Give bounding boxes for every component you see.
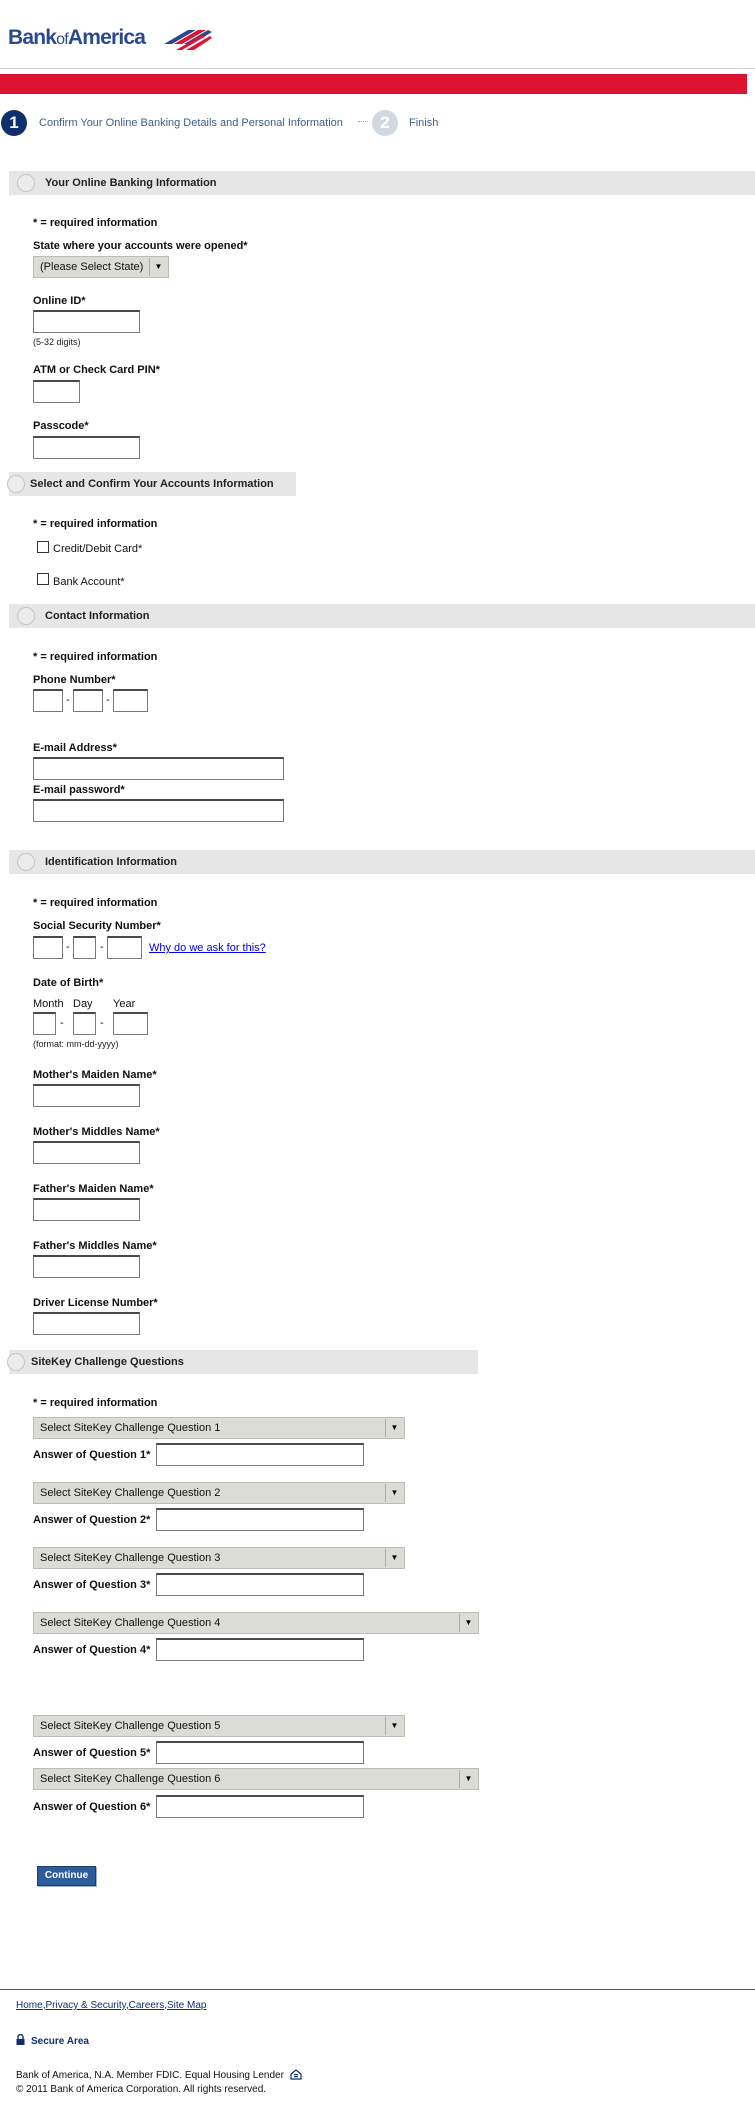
dob-year-input[interactable] [113,1012,148,1035]
sitekey-question-1-value: Select SiteKey Challenge Question 1 [40,1422,221,1434]
section-marker-icon [17,174,35,192]
email-label: E-mail Address* [33,742,117,754]
dob-format-hint: (format: mm-dd-yyyy) [33,1039,119,1049]
equal-housing-icon [290,2069,302,2080]
why-ssn-link[interactable]: Why do we ask for this? [149,942,266,954]
logo-word-america: America [67,26,146,49]
driver-license-input[interactable] [33,1312,140,1335]
sitekey-question-5-value: Select SiteKey Challenge Question 5 [40,1720,221,1732]
section-title: Identification Information [45,856,177,868]
section-marker-icon [7,1353,25,1371]
dob-label: Date of Birth* [33,977,104,989]
mothers-maiden-name-input[interactable] [33,1084,140,1107]
copyright: © 2011 Bank of America Corporation. All rights reserved. [16,2084,267,2095]
dash-separator: - [66,941,70,953]
secure-area-label: Secure Area [31,2036,89,2047]
continue-button[interactable]: Continue [37,1866,96,1886]
answer-2-input[interactable] [156,1508,364,1531]
section-marker-icon [7,475,25,493]
dash-separator: - [106,694,110,706]
phone-area-input[interactable] [33,689,63,712]
passcode-input[interactable] [33,436,140,459]
ssn-part1-input[interactable] [33,936,63,959]
footer-links [16,1999,206,2011]
fathers-maiden-name-label: Father's Maiden Name* [33,1183,154,1195]
sitekey-question-3-select[interactable] [33,1547,405,1569]
state-label: State where your accounts were opened* [33,240,248,252]
credit-card-label: Credit/Debit Card* [53,543,143,555]
required-note: * = required information [33,651,158,663]
phone-line-input[interactable] [113,689,148,712]
fathers-middle-name-label: Father's Middles Name* [33,1240,157,1252]
pin-input[interactable] [33,380,80,403]
dropdown-arrow-icon[interactable]: ▼ [385,1549,403,1567]
footer-separator: , [164,2000,167,2011]
online-id-label: Online ID* [33,295,86,307]
answer-5-label: Answer of Question 5* [33,1747,151,1759]
bank-account-checkbox[interactable] [37,573,49,585]
state-select[interactable] [33,256,169,278]
answer-1-input[interactable] [156,1443,364,1466]
driver-license-label: Driver License Number* [33,1297,158,1309]
dash-separator: - [60,1017,64,1029]
ssn-label: Social Security Number* [33,920,161,932]
footer-link-home[interactable]: Home [16,2000,43,2011]
dob-day-input[interactable] [73,1012,96,1035]
dropdown-arrow-icon[interactable]: ▼ [385,1419,403,1437]
dropdown-arrow-icon[interactable]: ▼ [149,258,167,276]
sitekey-question-5-select[interactable] [33,1715,405,1737]
dob-month-input[interactable] [33,1012,56,1035]
step-2-indicator: 2 [372,110,398,136]
bank-account-label: Bank Account* [53,576,125,588]
email-password-input[interactable] [33,799,284,822]
flag-logo-icon [160,24,212,50]
footer-divider [0,1989,755,1990]
header-divider [0,68,755,69]
sitekey-question-6-select[interactable] [33,1768,479,1790]
logo-word-bank: Bank [8,26,57,49]
credit-card-checkbox[interactable] [37,541,49,553]
fathers-middle-name-input[interactable] [33,1255,140,1278]
online-id-hint: (5-32 digits) [33,337,81,347]
sitekey-question-4-value: Select SiteKey Challenge Question 4 [40,1617,221,1629]
section-title: Contact Information [45,610,150,622]
answer-1-label: Answer of Question 1* [33,1449,151,1461]
sitekey-question-4-select[interactable] [33,1612,479,1634]
brand-red-bar [0,74,747,94]
answer-4-label: Answer of Question 4* [33,1644,151,1656]
sitekey-question-1-select[interactable] [33,1417,405,1439]
dob-day-label: Day [73,998,93,1010]
bank-logo[interactable] [8,26,145,50]
dash-separator: - [100,941,104,953]
phone-label: Phone Number* [33,674,116,686]
answer-6-label: Answer of Question 6* [33,1801,151,1813]
required-note: * = required information [33,217,158,229]
pin-label: ATM or Check Card PIN* [33,364,160,376]
required-note: * = required information [33,897,158,909]
sitekey-question-2-value: Select SiteKey Challenge Question 2 [40,1487,221,1499]
online-id-input[interactable] [33,310,140,333]
answer-2-label: Answer of Question 2* [33,1514,151,1526]
dob-month-label: Month [33,998,64,1010]
passcode-label: Passcode* [33,420,89,432]
sitekey-question-2-select[interactable] [33,1482,405,1504]
mothers-maiden-name-label: Mother's Maiden Name* [33,1069,157,1081]
fdic-notice [16,2069,302,2081]
state-select-value: (Please Select State) [40,261,144,273]
answer-3-input[interactable] [156,1573,364,1596]
answer-6-input[interactable] [156,1795,364,1818]
fdic-text: Bank of America, N.A. Member FDIC. Equal Housing Lender [16,2070,284,2081]
footer-separator: , [42,2000,46,2011]
section-title: SiteKey Challenge Questions [31,1356,184,1368]
mothers-middle-name-input[interactable] [33,1141,140,1164]
section-title: Your Online Banking Information [45,177,217,189]
required-note: * = required information [33,1397,158,1409]
step-connector [358,121,368,122]
dropdown-arrow-icon[interactable]: ▼ [385,1717,403,1735]
section-title: Select and Confirm Your Accounts Information [30,478,274,490]
fathers-maiden-name-input[interactable] [33,1198,140,1221]
mothers-middle-name-label: Mother's Middles Name* [33,1126,160,1138]
email-password-label: E-mail password* [33,784,125,796]
answer-5-input[interactable] [156,1741,364,1764]
dash-separator: - [100,1017,104,1029]
logo-word-of: of [56,31,68,48]
answer-4-input[interactable] [156,1638,364,1661]
section-marker-icon [17,607,35,625]
required-note: * = required information [33,518,158,530]
footer-link-careers[interactable]: Careers [128,2000,165,2011]
section-marker-icon [17,853,35,871]
email-input[interactable] [33,757,284,780]
phone-prefix-input[interactable] [73,689,103,712]
dropdown-arrow-icon[interactable]: ▼ [385,1484,403,1502]
dropdown-arrow-icon[interactable]: ▼ [459,1614,477,1632]
footer-separator: , [125,2000,129,2011]
footer-link-sitemap[interactable]: Site Map [167,2000,207,2011]
ssn-part2-input[interactable] [73,936,96,959]
dob-year-label: Year [113,998,136,1010]
answer-3-label: Answer of Question 3* [33,1579,151,1591]
step-1-indicator: 1 [1,110,27,136]
sitekey-question-6-value: Select SiteKey Challenge Question 6 [40,1773,221,1785]
dash-separator: - [66,694,70,706]
footer-link-privacy[interactable]: Privacy & Security [45,2000,126,2011]
sitekey-question-3-value: Select SiteKey Challenge Question 3 [40,1552,221,1564]
step-1-label: Confirm Your Online Banking Details and Personal Information [39,117,343,129]
ssn-part3-input[interactable] [107,936,142,959]
dropdown-arrow-icon[interactable]: ▼ [459,1770,477,1788]
step-2-label: Finish [409,117,439,129]
lock-icon [16,2034,25,2045]
